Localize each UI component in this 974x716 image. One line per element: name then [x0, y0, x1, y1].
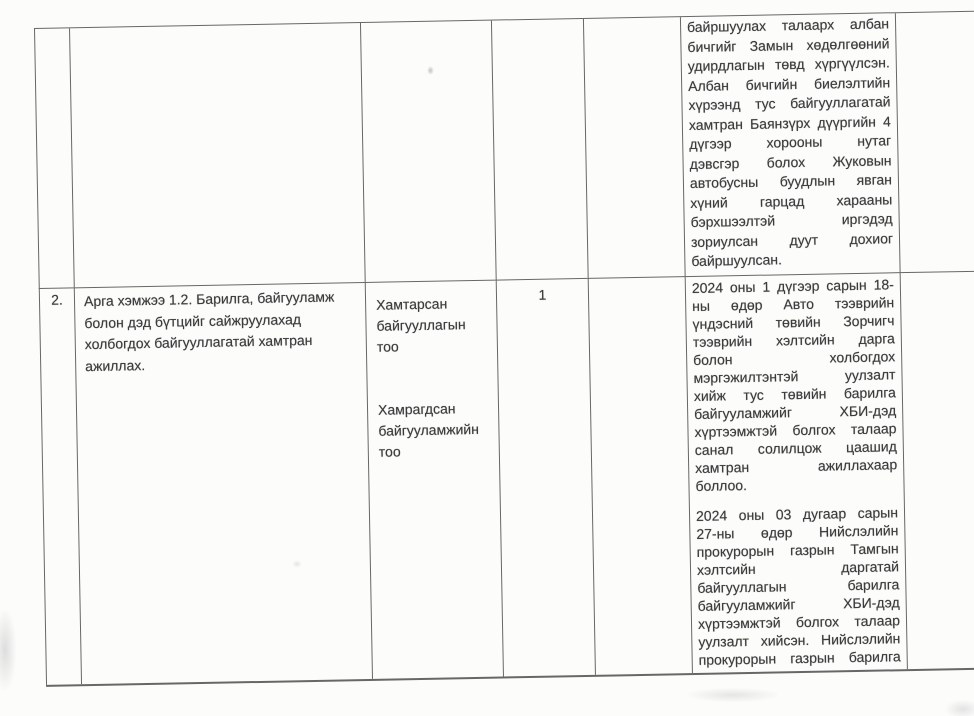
- cell-indicators: [360, 21, 496, 282]
- cell-target-value: 1: [496, 278, 595, 677]
- cell-measure: [74, 282, 372, 684]
- scan-artifact: [688, 688, 778, 702]
- text-line: хүртээмжтэй болгох талаар: [694, 420, 897, 440]
- text-line: болон холбогдох: [693, 348, 896, 368]
- text-line: байгууламжийн: [378, 420, 479, 439]
- scan-artifact: [946, 700, 974, 716]
- text-line: тоо: [376, 338, 399, 355]
- text-line: болон дэд бүтцийг сайжруулахад: [84, 310, 302, 331]
- text-line: тоо: [378, 443, 401, 460]
- text-line: 27-ны өдөр Нийслэлийн: [696, 522, 899, 542]
- text-line: дүгээр хорооны нутаг: [689, 132, 892, 153]
- text-line: мэргэжилтэнтэй уулзалт: [693, 366, 896, 386]
- text-line: хамтран Баянзүрх дүүргийн 4: [688, 112, 891, 133]
- text-line: удирдлагын төвд хүргүүлсэн.: [687, 54, 890, 75]
- text-line: прокурорын газрын Тамгын: [696, 540, 899, 560]
- cell-result: [685, 272, 907, 673]
- text-line: прокурорын газрын барилга: [698, 648, 901, 668]
- paragraph: [687, 14, 894, 271]
- paragraph: [376, 293, 493, 358]
- paragraph: [696, 503, 901, 669]
- text-line: уулзалт хийсэн. Нийслэлийн: [698, 630, 901, 650]
- text-line: ажиллах.: [85, 356, 146, 374]
- text-line: 2024 оны 03 дугаар сарын: [695, 504, 899, 524]
- scan-artifact: [0, 610, 16, 690]
- cell-row-number: [34, 28, 74, 288]
- text-line: байгууллагын барилга: [697, 576, 900, 596]
- text-line: дэвсгэр болох Жуковын: [689, 151, 892, 172]
- paragraph: [692, 275, 898, 495]
- cell-measure: [69, 23, 365, 287]
- text-line: байршуулсан.: [691, 251, 783, 269]
- text-line: 2024 оны 1 дүгээр сарын 18-: [691, 276, 894, 296]
- cell-empty: [583, 17, 685, 278]
- text-line: Арга хэмжээ 1.2. Барилга, байгууламж: [83, 288, 335, 310]
- text-line: тээврийн хэлтсийн дарга: [692, 330, 895, 350]
- text-line: байгууламжийг ХБИ-дэд: [694, 402, 897, 422]
- cell-trailing: [900, 270, 974, 669]
- text-line: байгууллагын: [376, 316, 466, 334]
- text-line: байгууламжийг ХБИ-дэд: [697, 594, 900, 614]
- text-line: ны өдөр Авто тээврийн: [692, 294, 895, 314]
- cell-target-value: [491, 19, 588, 280]
- text-line: Албан бичгийн биелэлтийн: [688, 73, 891, 94]
- text-line: Хамрагдсан: [377, 400, 456, 418]
- text-line: хүрээнд тус байгууллагатай: [688, 93, 891, 114]
- cell-trailing: [895, 11, 974, 272]
- text-line: хамтран ажиллахаар: [695, 456, 898, 476]
- text-line: Хамтарсан: [375, 295, 448, 313]
- text-line: боллоо.: [695, 477, 748, 494]
- text-line: үндэсний төвийн Зорчигч: [692, 312, 895, 332]
- cell-indicators: [365, 280, 503, 679]
- text-line: хүртээмжтэй болгох талаар: [697, 612, 901, 632]
- paragraph: [84, 286, 363, 377]
- text-line: бичгийг Замын хөдөлгөөний: [687, 34, 890, 55]
- text-line: зориулсан дуут дохиог: [690, 229, 894, 250]
- report-table: [34, 10, 974, 687]
- text-line: хийж тус төвийн барилга: [693, 384, 896, 404]
- cell-result: [680, 13, 900, 276]
- text-line: автобусны буудлын явган: [689, 171, 893, 192]
- text-line: бэрхшээлтэй иргэдэд: [690, 210, 893, 230]
- text-line: хэлтсийн даргатай: [696, 558, 900, 578]
- cell-row-number: 2.: [39, 287, 81, 685]
- text-line: хүний гарцад харааны: [690, 190, 893, 211]
- cell-empty: [588, 276, 692, 675]
- text-line: холбогдох байгууллагатай хамтран: [84, 331, 313, 353]
- paragraph: [378, 398, 495, 463]
- text-line: байршуулах талаарх албан: [686, 15, 890, 36]
- text-line: санал солилцож цаашид: [694, 438, 897, 458]
